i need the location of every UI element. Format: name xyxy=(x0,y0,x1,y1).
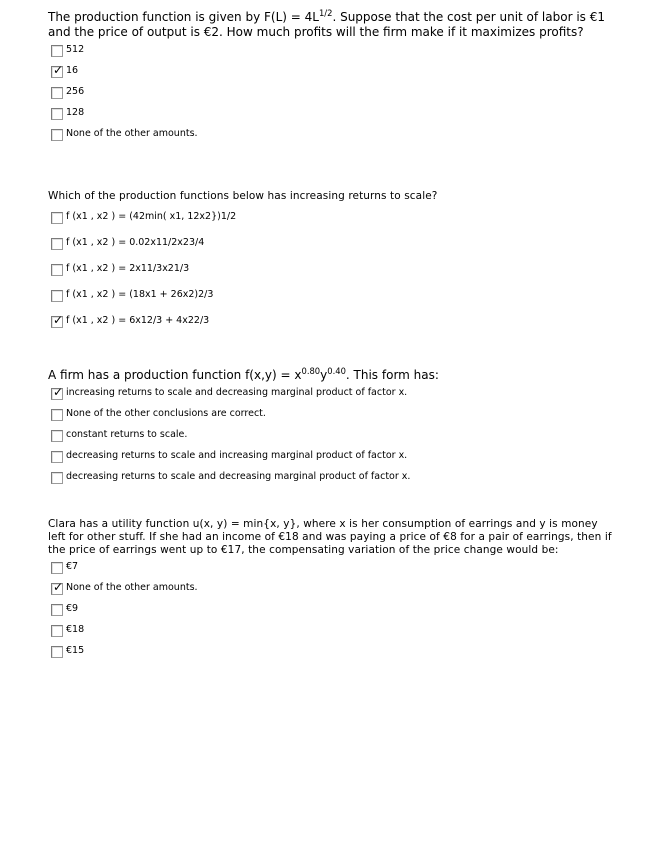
answer-checkbox[interactable] xyxy=(51,580,64,595)
question-2 xyxy=(48,190,618,341)
answer-checkbox[interactable] xyxy=(51,238,63,250)
answer-checkbox[interactable] xyxy=(51,472,63,484)
answer-checkbox[interactable] xyxy=(51,63,64,78)
answer-label: €18 xyxy=(66,624,85,635)
answer-label: constant returns to scale. xyxy=(66,429,188,440)
answer-option[interactable] xyxy=(48,429,618,450)
answer-option[interactable] xyxy=(48,263,618,289)
answer-checkbox[interactable] xyxy=(51,129,63,141)
answer-label: None of the other amounts. xyxy=(66,582,198,593)
answer-label: 256 xyxy=(66,86,85,97)
answer-option[interactable] xyxy=(48,86,618,107)
answer-option[interactable] xyxy=(48,408,618,429)
answer-checkbox[interactable] xyxy=(51,108,63,120)
answer-label: f (x1 , x2 ) = 0.02x11/2x23/4 xyxy=(66,237,205,248)
answer-option[interactable] xyxy=(48,561,618,582)
checkmark-icon: ✓ xyxy=(53,580,64,594)
answer-checkbox[interactable] xyxy=(51,562,63,574)
answer-checkbox[interactable] xyxy=(51,385,64,400)
answer-label: increasing returns to scale and decreasing marginal product of factor x. xyxy=(66,387,408,398)
answer-option[interactable] xyxy=(48,315,618,341)
answer-option[interactable] xyxy=(48,237,618,263)
answer-option[interactable] xyxy=(48,624,618,645)
answer-label: f (x1 , x2 ) = 2x11/3x21/3 xyxy=(66,263,190,274)
answer-option[interactable] xyxy=(48,582,618,603)
answer-checkbox[interactable] xyxy=(51,430,63,442)
question-4-options xyxy=(48,561,618,666)
answer-checkbox[interactable] xyxy=(51,604,63,616)
answer-checkbox[interactable] xyxy=(51,451,63,463)
answer-option[interactable] xyxy=(48,645,618,666)
answer-label: 128 xyxy=(66,107,85,118)
answer-checkbox[interactable] xyxy=(51,313,64,328)
answer-label: 16 xyxy=(66,65,79,76)
question-4-text: Clara has a utility function u(x, y) = min{x, y}, where x is her consumption of earrings and y is money left for other stuff. If she had an income of €18 and was paying a price of €8 for a pair of earrings, then if the price of earrings went up to €17, the compensating variation of the price change would be: xyxy=(48,518,612,556)
answer-label: f (x1 , x2 ) = (42min( x1, 12x2})1/2 xyxy=(66,211,237,222)
answer-option[interactable] xyxy=(48,450,618,471)
answer-checkbox[interactable] xyxy=(51,45,63,57)
answer-label: None of the other conclusions are correct. xyxy=(66,408,266,419)
answer-label: 512 xyxy=(66,44,85,55)
answer-checkbox[interactable] xyxy=(51,212,63,224)
answer-checkbox[interactable] xyxy=(51,290,63,302)
answer-label: €9 xyxy=(66,603,79,614)
answer-label: €15 xyxy=(66,645,85,656)
answer-label: decreasing returns to scale and decreasing marginal product of factor x. xyxy=(66,471,411,482)
question-1-options xyxy=(48,44,618,149)
question-2-options xyxy=(48,211,618,341)
answer-option[interactable] xyxy=(48,603,618,624)
answer-checkbox[interactable] xyxy=(51,646,63,658)
question-1-text: The production function is given by $F(L) = 4L^{1/2}$. Suppose that the cost per unit of labor is €1 and the price of output is €2. How much profits will the firm make if it maximizes profits? xyxy=(48,8,605,39)
answer-option[interactable] xyxy=(48,107,618,128)
answer-option[interactable] xyxy=(48,387,618,408)
question-3-options xyxy=(48,387,618,492)
answer-option[interactable] xyxy=(48,211,618,237)
answer-label: decreasing returns to scale and increasing marginal product of factor x. xyxy=(66,450,408,461)
answer-option[interactable] xyxy=(48,289,618,315)
question-3-text: A firm has a production function $f(x,y) = x^{0.80}y^{0.40}$. This form has: xyxy=(48,366,439,382)
answer-checkbox[interactable] xyxy=(51,409,63,421)
checkmark-icon: ✓ xyxy=(53,313,64,327)
question-3 xyxy=(48,368,618,492)
question-1 xyxy=(48,10,618,149)
answer-option[interactable] xyxy=(48,471,618,492)
answer-label: f (x1 , x2 ) = (18x1 + 26x2)2/3 xyxy=(66,289,214,300)
checkmark-icon: ✓ xyxy=(53,63,64,77)
answer-checkbox[interactable] xyxy=(51,625,63,637)
answer-option[interactable] xyxy=(48,44,618,65)
question-2-text: Which of the production functions below has increasing returns to scale? xyxy=(48,190,438,202)
answer-label: None of the other amounts. xyxy=(66,128,198,139)
answer-label: f (x1 , x2 ) = 6x12/3 + 4x22/3 xyxy=(66,315,210,326)
question-4 xyxy=(48,518,618,666)
answer-option[interactable] xyxy=(48,128,618,149)
answer-label: €7 xyxy=(66,561,79,572)
checkmark-icon: ✓ xyxy=(53,385,64,399)
answer-checkbox[interactable] xyxy=(51,264,63,276)
answer-option[interactable] xyxy=(48,65,618,86)
answer-checkbox[interactable] xyxy=(51,87,63,99)
